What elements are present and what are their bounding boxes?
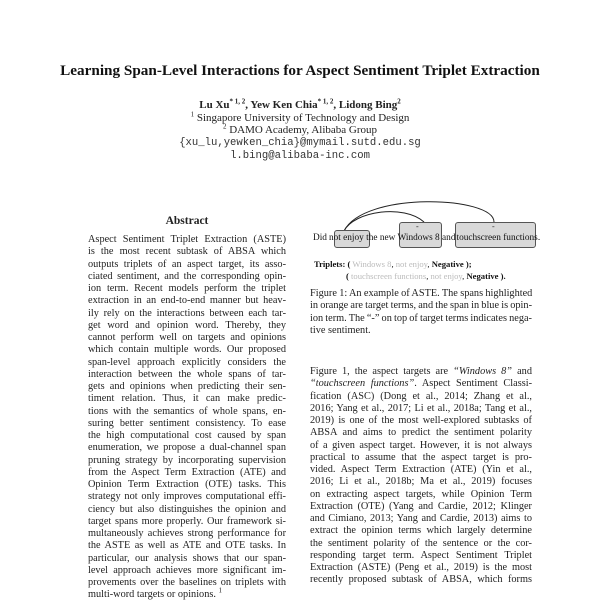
text-line: pruning strategy by incorporating supervision: [88, 454, 286, 466]
text-line: interaction between the whole spans of tar-: [88, 368, 286, 380]
target-term: Windows 8: [397, 233, 440, 243]
text-line: ciency but also distinguishes the opinion and: [88, 503, 286, 515]
text-line: target spans more properly. Our framework si-: [88, 515, 286, 527]
author-sup: 2: [397, 97, 401, 106]
text-line: is the most recent subtask of ABSA which: [88, 246, 286, 258]
text-line: extract the opinion terms which largely determine: [310, 525, 532, 537]
text-line: Aspect Sentiment Triplet Extraction (ASTE): [88, 234, 286, 245]
text: multi-word targets or opinions.: [88, 589, 216, 601]
triplets-label: Triplets:: [314, 259, 346, 269]
text-line: tive sentiment.: [310, 324, 371, 336]
text-line: ion term. The “-” on top of target terms indicates nega-: [310, 312, 532, 324]
figure-caption: [310, 288, 532, 337]
affil-sup: 1: [190, 109, 195, 118]
target-term: touchscreen functions: [456, 233, 538, 243]
text-line: [310, 378, 532, 390]
author-name: Lu Xu: [199, 99, 230, 111]
triplet: Triplets: ( Windows 8, not enjoy, Negative );: [314, 259, 472, 269]
text-line: recently proposed subtask of ABSA, which forms: [310, 574, 532, 586]
text-line: the sentiment polarity of the sentence or the cor-: [310, 537, 532, 549]
triplet-target: touchscreen functions: [351, 271, 427, 281]
text-line: suring better sentiment consistency. To ease: [88, 417, 286, 429]
text-line: tions with the semantics of whole spans, en-: [88, 405, 286, 417]
text-line: gets and opinions when predicting their sen-: [88, 381, 286, 392]
text-line: multaneously achieves strong performance for: [88, 528, 286, 539]
text-line: extraction in an end-to-end manner but heav-: [88, 295, 286, 307]
text-line: which contain multiple words. Our proposed: [88, 344, 286, 356]
text-line: span-level approach explicitly considers the: [88, 356, 286, 368]
author-name: Lidong Bing: [338, 99, 398, 111]
text-line: 2016; Li et al., 2018b; Ma et al., 2019) focuses: [310, 476, 532, 488]
figure-1: [304, 186, 540, 286]
affiliation: [0, 124, 600, 137]
text-line: Extraction (OTE) (Yang and Cardie, 2012; Klinger: [310, 500, 532, 512]
affil-text: Singapore University of Technology and Design: [196, 111, 410, 124]
text-line: outputs triplets of an aspect target, its asso-: [88, 258, 286, 270]
text-line: [310, 366, 532, 378]
affil-text: DAMO Academy, Alibaba Group: [229, 124, 377, 136]
text-line: get word and opinion word. Thereby, they: [88, 319, 286, 331]
author-block: [0, 99, 600, 163]
word: Did: [313, 233, 327, 243]
triplet-opinion: not enjoy: [430, 271, 463, 281]
word: the new: [366, 233, 396, 243]
text-line: and Cimiano, 2013; Yang and Cardie, 2013) aims to: [310, 513, 532, 524]
opinion-term: not enjoy: [328, 233, 364, 243]
paper-title: Learning Span-Level Interactions for Aspect Sentiment Triplet Extraction: [60, 62, 540, 79]
text-line: cannot perform well on targets and opinions: [88, 332, 286, 343]
aspect-target: “touchscreen functions”: [310, 378, 415, 390]
body-text: [310, 391, 532, 587]
word: and: [442, 233, 456, 243]
text-line: provements over the baselines on triplets with: [88, 577, 286, 588]
text-line: fication (ASC) (Dong et al., 2014; Zhang et al.,: [310, 390, 532, 402]
text-line: Extraction (ASTE) (Peng et al., 2019) is the most: [310, 562, 532, 573]
triplet: ( touchscreen functions, not enjoy, Negative ).: [346, 271, 506, 281]
text-line: of a given aspect target. However, it is not always: [310, 439, 532, 451]
text: . Aspect Sentiment Classi-: [414, 378, 533, 390]
text-line: on extracting aspect targets, while Opinion Term: [310, 488, 532, 500]
body-first-lines: [310, 366, 532, 391]
text-line: enumeration, we propose a dual-channel span: [88, 442, 286, 454]
text-line: the high computational cost caused by span: [88, 430, 286, 441]
text-line: ily rely on the interactions between each tar-: [88, 307, 286, 319]
text-line: 2016; Yang et al., 2017; Li et al., 2018a; Tang et al.,: [310, 402, 532, 414]
text-line: from the Aspect Term Extraction (ATE) and: [88, 466, 286, 478]
author-names: Lu Xu$^{* 1, 2}$, Yew Ken Chia$^{* 1, 2}$, Lidong Bing$^2$: [199, 97, 401, 111]
author-name: Yew Ken Chia: [250, 99, 318, 111]
negative-mark: -: [492, 222, 495, 231]
text-line: in orange are target terms, and the span in blue is opin-: [310, 300, 532, 312]
abstract-body: [88, 234, 286, 602]
example-sentence: [313, 233, 540, 244]
footnote-mark: 1: [218, 586, 223, 595]
aspect-target: “Windows 8”: [453, 366, 513, 377]
text-line: 2019) is one of the most well-explored subtasks of: [310, 415, 532, 426]
text-line: ion term. Recent models perform the triplet: [88, 283, 286, 294]
author-sup: * 1, 2: [229, 97, 246, 106]
text-line: timent relation. Thus, it can make predic-: [88, 393, 286, 405]
text-line: ciated sentiment, and the corresponding opin-: [88, 270, 286, 282]
email: {xu_lu,yewken_chia}@mymail.sutd.edu.sg: [179, 136, 421, 149]
text-line: ABSA and aims to predict the sentiment polarity: [310, 427, 532, 439]
affiliation: [0, 109, 600, 125]
text-line: Opinion Term Extraction (OTE) tasks. This: [88, 479, 286, 490]
text-line: level approach achieves more significant im-: [88, 564, 286, 576]
text-line: practical to assume that the aspect target is pro-: [310, 451, 532, 463]
text-line: the ASTE as well as ATE and OTE tasks. In: [88, 540, 286, 552]
triplet-sentiment: Negative: [466, 271, 499, 281]
abstract-heading: Abstract: [165, 215, 209, 227]
email: l.bing@alibaba-inc.com: [230, 149, 370, 162]
text: and: [512, 366, 532, 377]
triplet-sentiment: Negative: [431, 259, 464, 269]
negative-mark: -: [416, 222, 419, 231]
period: .: [537, 233, 541, 243]
text-line: responding target term. Aspect Sentiment Triplet: [310, 549, 532, 561]
text-line: strategy not only improves computational effi-: [88, 491, 286, 503]
text: Figure 1, the aspect targets are: [310, 366, 454, 377]
author-sup: * 1, 2: [317, 97, 334, 106]
triplet-opinion: not enjoy: [395, 259, 428, 269]
text-line: vided. Aspect Term Extraction (ATE) (Yin et al.,: [310, 464, 532, 475]
affil-sup: 2: [222, 122, 227, 131]
text-line: particular, our analysis shows that our span-: [88, 552, 286, 564]
triplet-target: Windows 8: [352, 259, 392, 269]
text-line: Figure 1: An example of ASTE. The spans highlighted: [310, 288, 533, 299]
